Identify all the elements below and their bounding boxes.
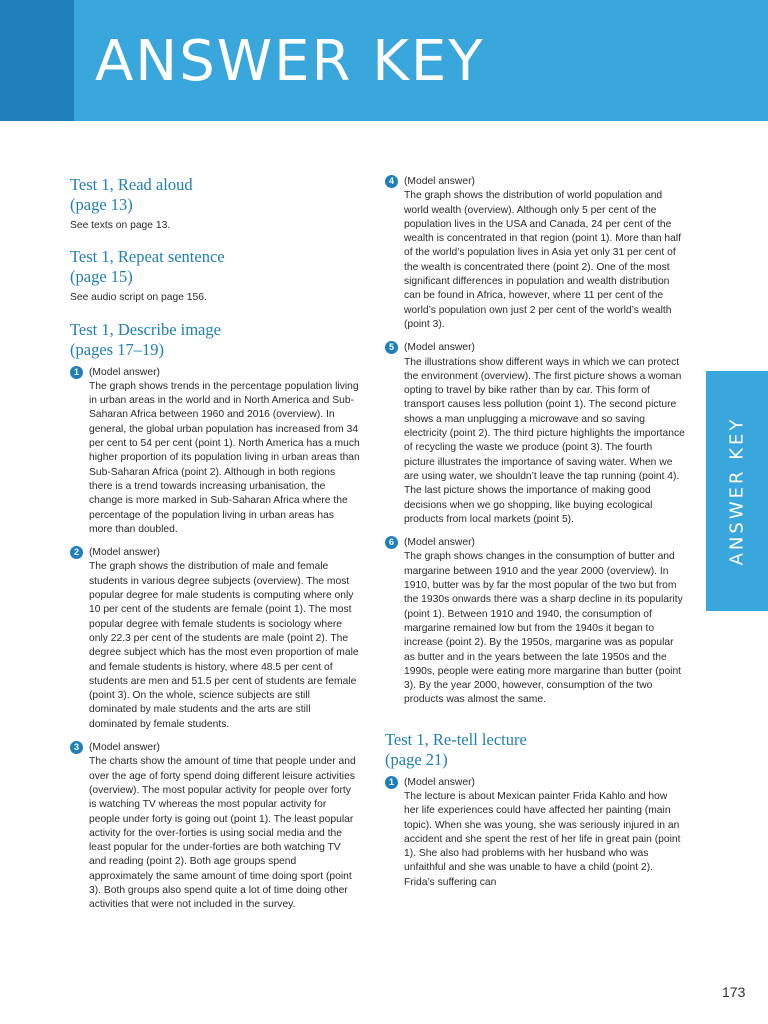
- answer-item: [385, 776, 685, 890]
- header-band: [0, 0, 768, 121]
- page-number: 173: [722, 984, 746, 1000]
- answer-item: [70, 366, 360, 538]
- section-heading: Test 1, Read aloud (page 13): [70, 175, 193, 214]
- answer-label: (Model answer): [404, 342, 475, 354]
- section-repeat-sentence: [70, 247, 360, 305]
- number-badge-icon: 3: [70, 741, 83, 754]
- section-describe-image: [70, 320, 360, 913]
- number-badge-icon: 1: [70, 366, 83, 379]
- side-tab: [706, 371, 768, 611]
- section-read-aloud: [70, 175, 360, 233]
- page-title: ANSWER KEY: [95, 29, 485, 94]
- answer-label: (Model answer): [404, 537, 475, 549]
- answer-text: The lecture is about Mexican painter Frida Kahlo and how her life experiences could have affected her painting (main topic). When she was young, she was seriously injured in an accident and she spent the rest of her life in great pain (point 1). She also had problems with her husband who was unfaithful and she was unable to have a child (point 2). Frida’s suffering can: [404, 790, 681, 888]
- number-badge-icon: 1: [385, 776, 398, 789]
- number-badge-icon: 6: [385, 536, 398, 549]
- number-badge-icon: 4: [385, 175, 398, 188]
- section-text: See audio script on page 156.: [70, 292, 207, 304]
- answer-label: (Model answer): [89, 547, 160, 559]
- section-text: See texts on page 13.: [70, 220, 171, 231]
- answer-text: The illustrations show different ways in which we can protect the environment (overview). The first picture shows a woman opting to travel by bike rather than by car. This form of transport causes less pollution (point 1). The second picture shows a man unplugging a microwave and so saving electricity (point 2). The third picture highlights the importance of recycling the waste we produce (point 3). The fourth picture illustrates the importance of saving water. When we are using water, we shouldn’t leave the tap running (point 4). The last picture shows the importance of making good decisions when we go shopping, like buying ecological products from local markets (point 5).: [404, 356, 685, 525]
- answer-item: [385, 175, 685, 332]
- number-badge-icon: 5: [385, 341, 398, 354]
- section-heading: Test 1, Repeat sentence (page 15): [70, 247, 225, 287]
- answer-text: The charts show the amount of time that people under and over the age of forty spend doing different leisure activities (overview). The most popular activity for people over forty is watching TV whereas the most popular activity for people under forty is going out (point 1). The least popular activity for the over-forties is using social media and the least popular for the under-forties are both watching TV and reading (point 2). Both age groups spend approximately the same amount of time doing sport (point 3). Both groups also spend quite a lot of time doing other activities that were not included in the survey.: [89, 756, 356, 911]
- answer-text: The graph shows changes in the consumption of butter and margarine between 1910 and the year 2000 (overview). In 1910, butter was by far the most popular of the two but from the 1930s onwards there was a sharp decline in its popularity (point 1). Between 1910 and 1940, the consumption of margarine remained low but from the 1940s it began to increase (point 2). By the 1950s, margarine was as popular as butter and in the years between the late 1950s and the 1990s, people were eating more margarine than butter (point 3). By the year 2000, however, consumption of the two products was almost the same.: [404, 551, 683, 706]
- answer-text: The graph shows the distribution of male and female students in various degree subjects (overview). The most popular degree for male students is computing where only 10 per cent of the students are female (point 1). The most popular degree with female students is sociology where only 22.3 per cent of the students are male (point 2). The degree subject which has the most even proportion of male and female students is history, where 48.5 per cent of students are men and 51.5 per cent of students are female (point 3). On the whole, science subjects are still dominated by male students and the arts are still dominated by female students.: [89, 561, 359, 730]
- left-column: [70, 175, 360, 927]
- answer-label: (Model answer): [89, 742, 160, 754]
- number-badge-icon: 2: [70, 546, 83, 559]
- answer-text: The graph shows trends in the percentage population living in urban areas in the world and in North America and Sub-Saharan Africa between 1960 and 2016 (overview). In general, the global urban population has increased from 34 per cent to 54 per cent (point 1). North America has a much higher proportion of its population living in urban areas than Sub-Saharan Africa (point 2). Although in both regions there is a trend towards increasing urbanisation, the change is more marked in Sub-Saharan Africa where the percentage of the population living in urban areas has more than doubled.: [89, 380, 360, 535]
- right-column: [385, 175, 685, 904]
- section-heading: Test 1, Re-tell lecture (page 21): [385, 729, 527, 769]
- side-tab-label: ANSWER KEY: [726, 416, 748, 566]
- answer-text: The graph shows the distribution of world population and world wealth (overview). Although only 5 per cent of the population lives in the USA and Canada, 24 per cent of the wealth is concentrated in that region (point 1). More than half of the world’s population lives in Asia yet only 31 per cent of the wealth is concentrated there (point 2). One of the most significant differences in population and wealth distribution can be found in Africa, however, where 11 per cent of the world’s population own just 2 per cent of the world’s wealth (point 3).: [404, 190, 682, 330]
- answer-label: (Model answer): [404, 776, 475, 788]
- answer-label: (Model answer): [404, 176, 475, 187]
- section-retell-lecture: [385, 730, 685, 890]
- answer-item: [385, 341, 685, 527]
- answer-item: [70, 741, 360, 913]
- section-heading: Test 1, Describe image (pages 17–19): [70, 319, 221, 359]
- answer-label: (Model answer): [89, 366, 160, 378]
- answer-item: [70, 546, 360, 732]
- answer-item: [385, 536, 685, 708]
- header-accent-strip: [0, 0, 74, 121]
